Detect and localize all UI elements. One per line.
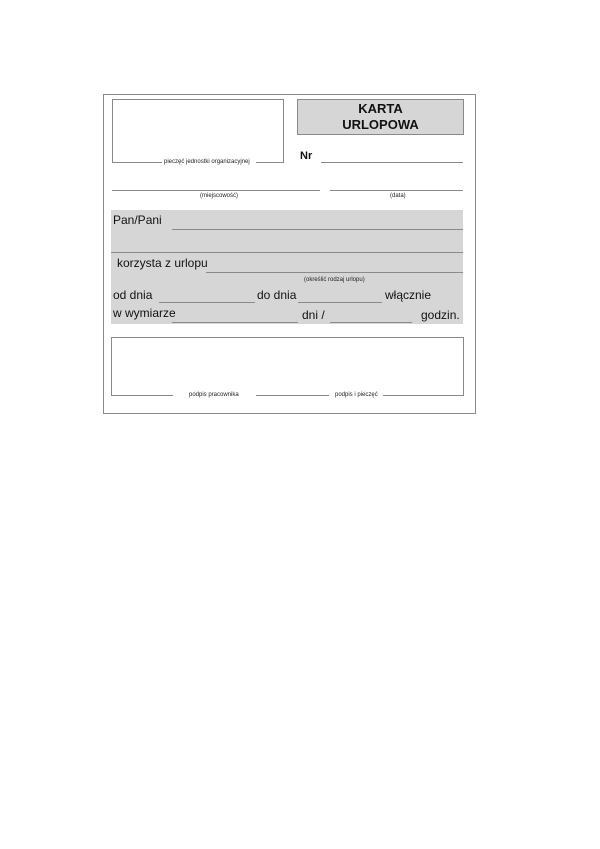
stamp-box-bottom-right xyxy=(256,162,284,163)
wlacznie-label: włącznie xyxy=(385,288,432,302)
employee-signature-caption: podpis pracownika xyxy=(189,392,239,398)
pan-pani-label: Pan/Pani xyxy=(113,213,162,227)
hours-field[interactable] xyxy=(330,322,412,323)
signature-line-left xyxy=(111,395,173,396)
date-field[interactable] xyxy=(330,190,463,191)
start-date-field[interactable] xyxy=(159,302,255,303)
document-title xyxy=(297,99,464,135)
title-line-1: KARTA xyxy=(358,101,403,116)
title-line-2: URLOPOWA xyxy=(342,117,419,132)
od-dnia-label: od dnia xyxy=(113,288,153,302)
place-field[interactable] xyxy=(112,190,320,191)
dni-label: dni / xyxy=(302,308,325,322)
sign-and-stamp-caption: podpis i pieczęć xyxy=(335,392,378,398)
korzysta-label: korzysta z urlopu xyxy=(117,256,208,270)
signature-line-middle xyxy=(256,395,329,396)
signature-line-right xyxy=(383,395,464,396)
godzin-label: godzin. xyxy=(421,308,460,322)
do-dnia-label: do dnia xyxy=(257,288,297,302)
signature-box xyxy=(111,337,464,396)
days-field[interactable] xyxy=(172,322,298,323)
employee-name-field[interactable] xyxy=(172,229,463,230)
place-caption: (miejscowość) xyxy=(200,193,239,199)
w-wymiarze-label: w wymiarze xyxy=(113,306,176,320)
nr-field[interactable] xyxy=(321,162,463,163)
leave-type-caption: (określić rodzaj urlopu) xyxy=(304,277,365,283)
leave-type-field[interactable] xyxy=(206,272,463,273)
stamp-caption: pieczęć jednostki organizacyjnej xyxy=(164,159,250,165)
date-caption: (data) xyxy=(390,193,406,199)
stamp-box-bottom-left xyxy=(112,162,162,163)
employee-name-field-2[interactable] xyxy=(111,252,463,253)
nr-label: Nr xyxy=(300,150,313,162)
end-date-field[interactable] xyxy=(298,302,382,303)
stamp-box xyxy=(112,99,284,162)
